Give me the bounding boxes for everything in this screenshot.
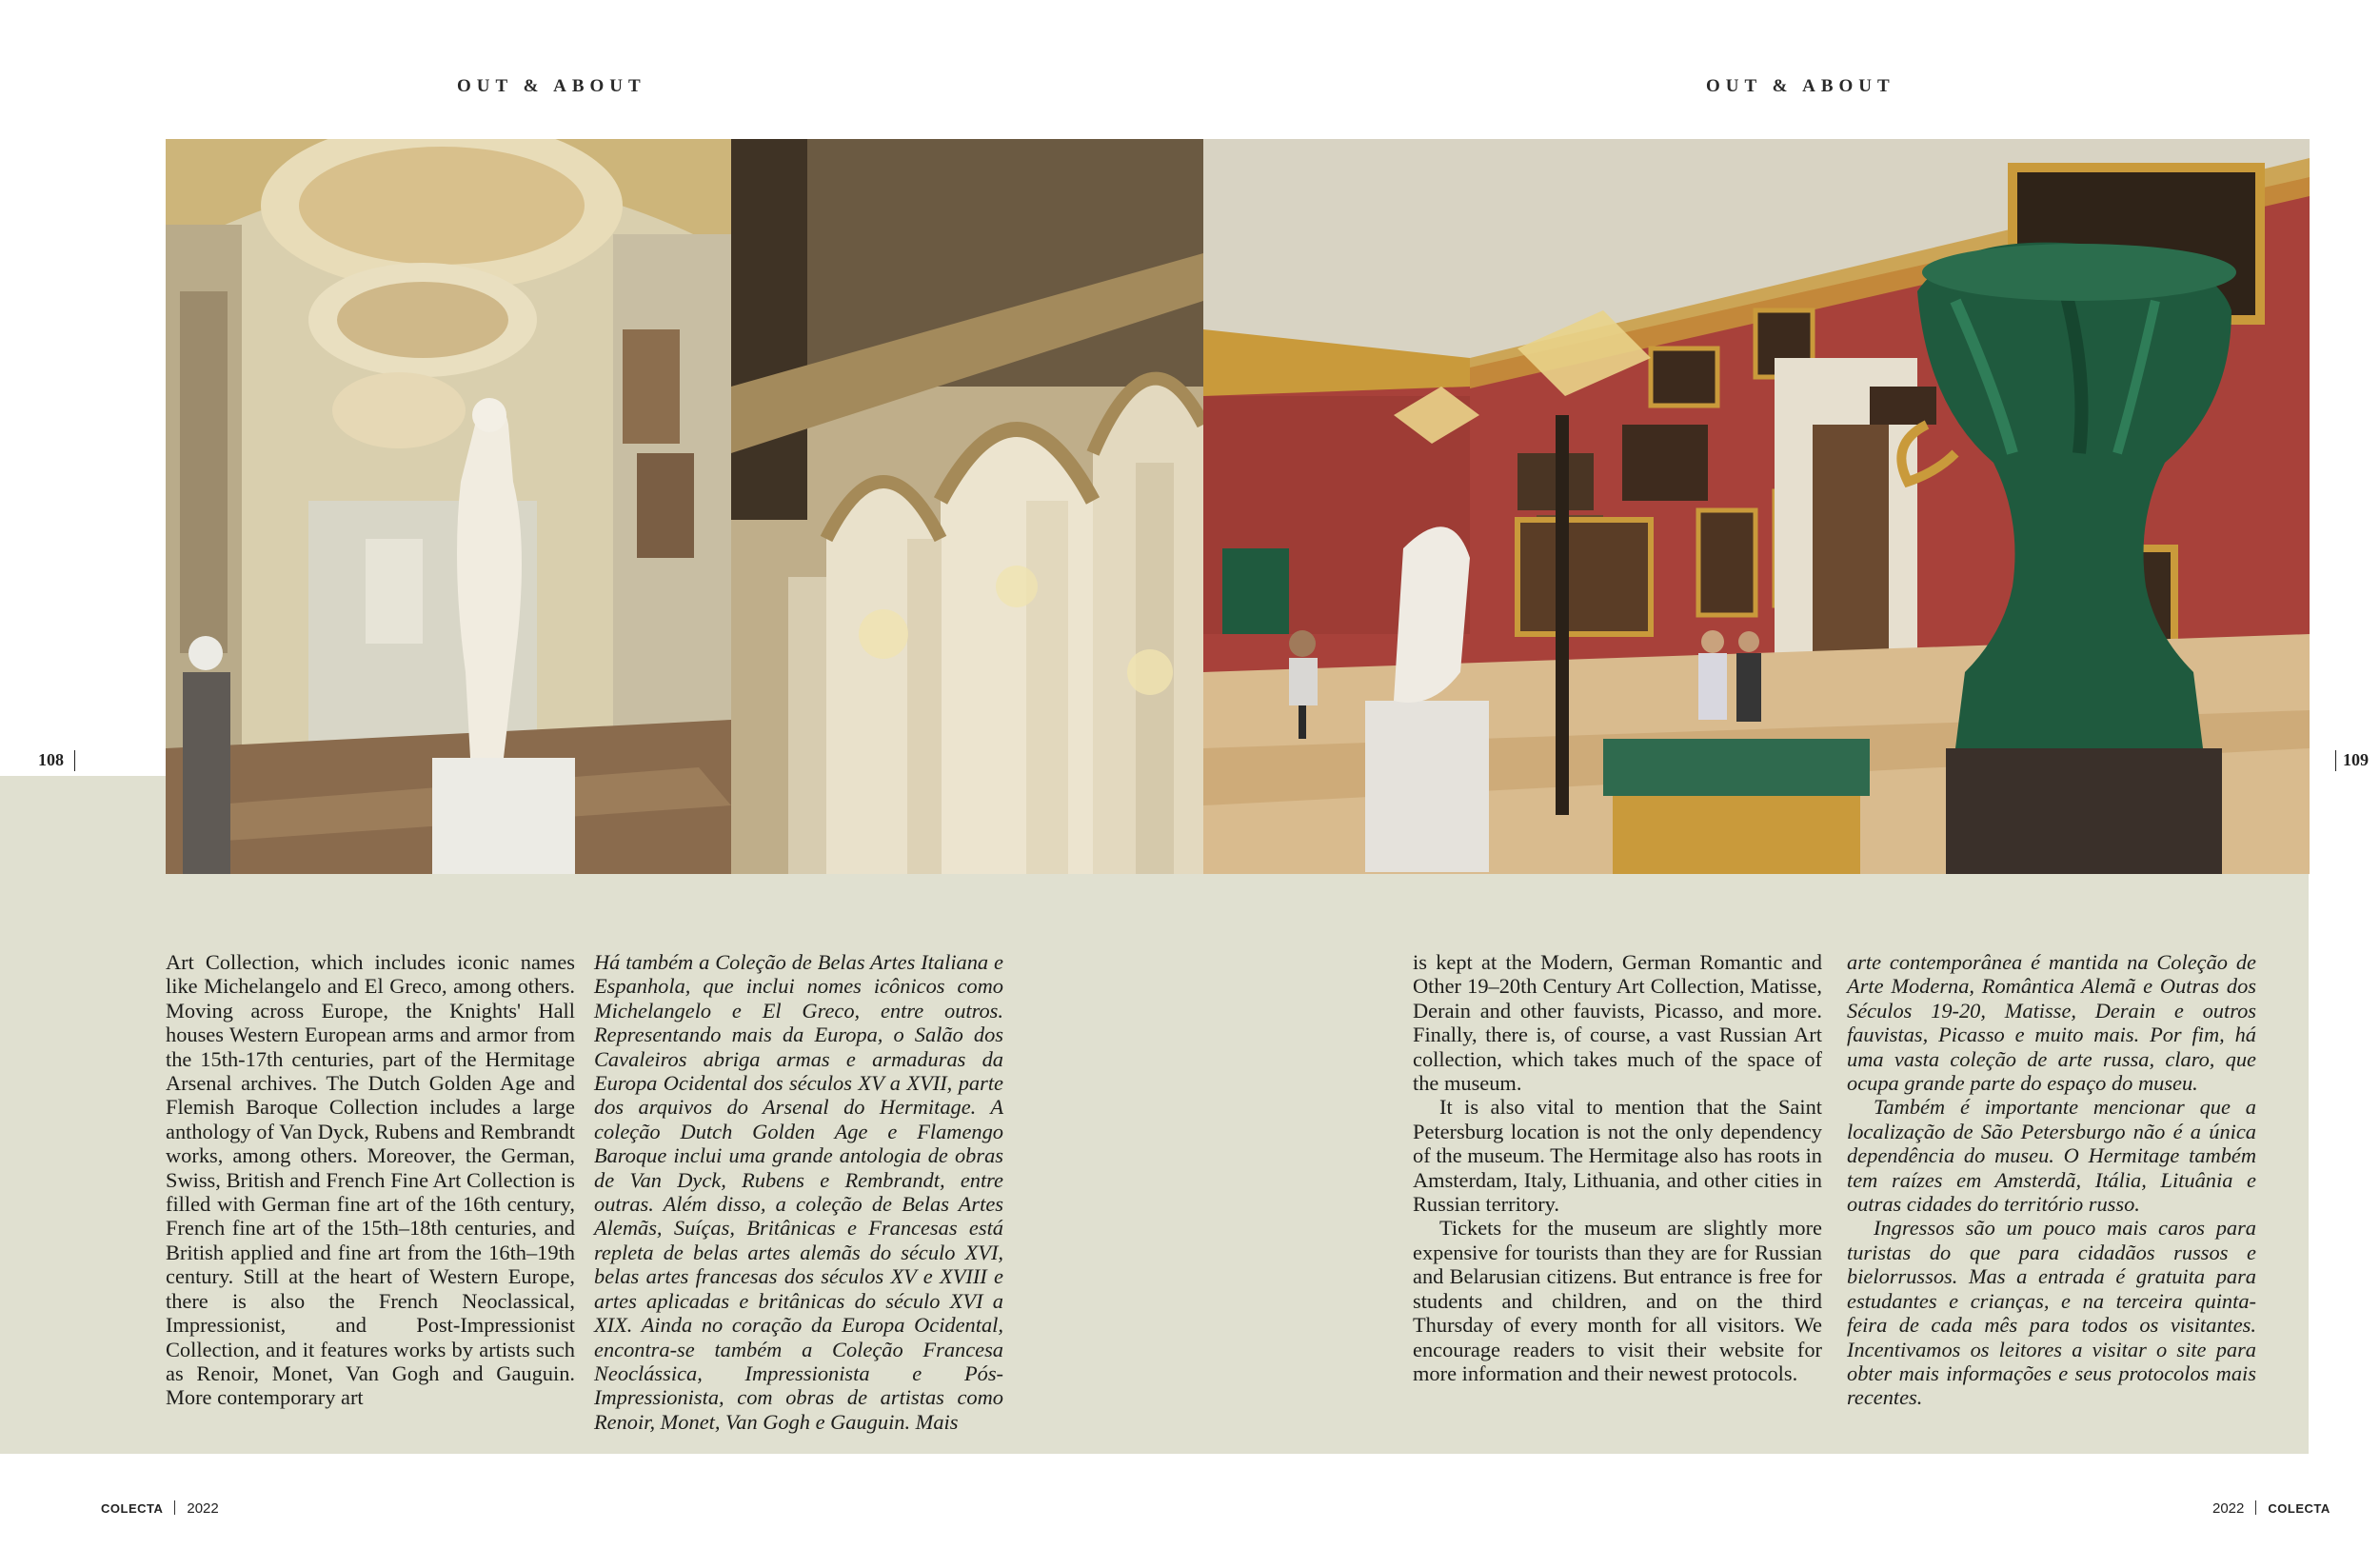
photo-gilded-arcade: [731, 139, 1203, 874]
column-english-right: [1413, 950, 1822, 1385]
page-number-left: 108: [38, 750, 64, 769]
footer-divider: [2255, 1500, 2256, 1515]
photo-neoclassical-gallery: [166, 139, 731, 874]
page-number-right: 109: [2343, 750, 2369, 769]
paragraph: arte contemporânea é mantida na Coleção de Arte Moderna, Romântica Alemã e Outras dos Séculos 19-20, Matisse, Derain e outros fauvistas, Picasso e muito mais. Por fim, há uma vasta coleção de arte russa, claro, que ocupa grande parte do espaço do museu.: [1847, 950, 2256, 1096]
folio-rule-left: [74, 750, 75, 771]
paragraph: is kept at the Modern, German Romantic and Other 19–20th Century Art Collection, Matisse, Derain and other fauvists, Picasso, and more. Finally, there is, of course, a vast Russian Art collection, which takes much of the space of the museum.: [1413, 950, 1822, 1096]
issue-year: 2022: [187, 1500, 219, 1517]
folio-rule-right: [2335, 750, 2336, 771]
magazine-name: COLECTA: [101, 1501, 164, 1516]
running-head-left: OUT & ABOUT: [457, 76, 646, 96]
footer-right: [2212, 1500, 2330, 1517]
footer-left: [101, 1500, 219, 1517]
paragraph: Tickets for the museum are slightly more expensive for tourists than they are for Russian and Belarusian citizens. But entrance is free for students and children, and on the third Thursday of every month for all visitors. We encourage readers to visit their website for more information and their newest protocols.: [1413, 1216, 1822, 1385]
footer-divider: [174, 1500, 175, 1515]
paragraph: Também é importante mencionar que a localização de São Petersburgo não é a única dependência do museu. O Hermitage também tem raízes em Amsterdã, Itália, Lituânia e outras cidades do território russo.: [1847, 1095, 2256, 1217]
photo-red-gallery-malachite: [1203, 139, 2310, 874]
magazine-name: COLECTA: [2268, 1501, 2330, 1516]
running-head-right: OUT & ABOUT: [1706, 76, 1895, 96]
paragraph: Art Collection, which includes iconic names like Michelangelo and El Greco, among others. Moving across Europe, the Knights' Hall houses Western European arms and armor from the 15th-17th centuries, part of the Hermitage Arsenal archives. The Dutch Golden Age and Flemish Baroque Collection includes a large anthology of Van Dyck, Rubens and Rembrandt works, among others. Moreover, the German, Swiss, British and French Fine Art Collection is filled with German fine art of the 16th century, French fine art of the 15th–18th centuries, and British applied and fine art from the 16th–19th century. Still at the heart of Western Europe, there is also the French Neoclassical, Impressionist, and Post-Impressionist Collection, and it features works by artists such as Renoir, Monet, Van Gogh and Gauguin. More contemporary art: [166, 950, 575, 1410]
column-portuguese-right: [1847, 950, 2256, 1410]
column-portuguese-left: [594, 950, 1003, 1434]
paragraph: It is also vital to mention that the Saint Petersburg location is not the only dependency of the museum. The Hermitage also has roots in Amsterdam, Italy, Lithuania, and other cities in Russian territory.: [1413, 1095, 1822, 1217]
paragraph: Há também a Coleção de Belas Artes Italiana e Espanhola, que inclui nomes icônicos como Michelangelo e El Greco, entre outros. Representando mais da Europa, o Salão dos Cavaleiros abriga armas e armaduras da Europa Ocidental dos séculos XV a XVII, parte dos arquivos do Arsenal do Hermitage. A coleção Dutch Golden Age e Flamengo Baroque inclui uma grande antologia de obras de Van Dyck, Rubens e Rembrandt, entre outras. Além disso, a coleção de Belas Artes Alemãs, Suíças, Britânicas e Francesas está repleta de belas artes alemãs do século XVI, belas artes francesas dos séculos XV e XVIII e artes aplicadas e britânicas do século XVI a XIX. Ainda no coração da Europa Ocidental, encontra-se também a Coleção Francesa Neoclássica, Impressionista e Pós-Impressionista, com obras de artistas como Renoir, Monet, Van Gogh e Gauguin. Mais: [594, 950, 1003, 1434]
photo-spread: [166, 139, 2310, 874]
issue-year: 2022: [2212, 1500, 2245, 1517]
column-english-left: [166, 950, 575, 1410]
paragraph: Ingressos são um pouco mais caros para turistas do que para cidadãos russos e bielorrussos. Mas a entrada é gratuita para estudantes e crianças, e na terceira quinta-feira de cada mês para todos os visitantes. Incentivamos os leitores a visitar o site para obter mais informações e seus protocolos mais recentes.: [1847, 1216, 2256, 1410]
